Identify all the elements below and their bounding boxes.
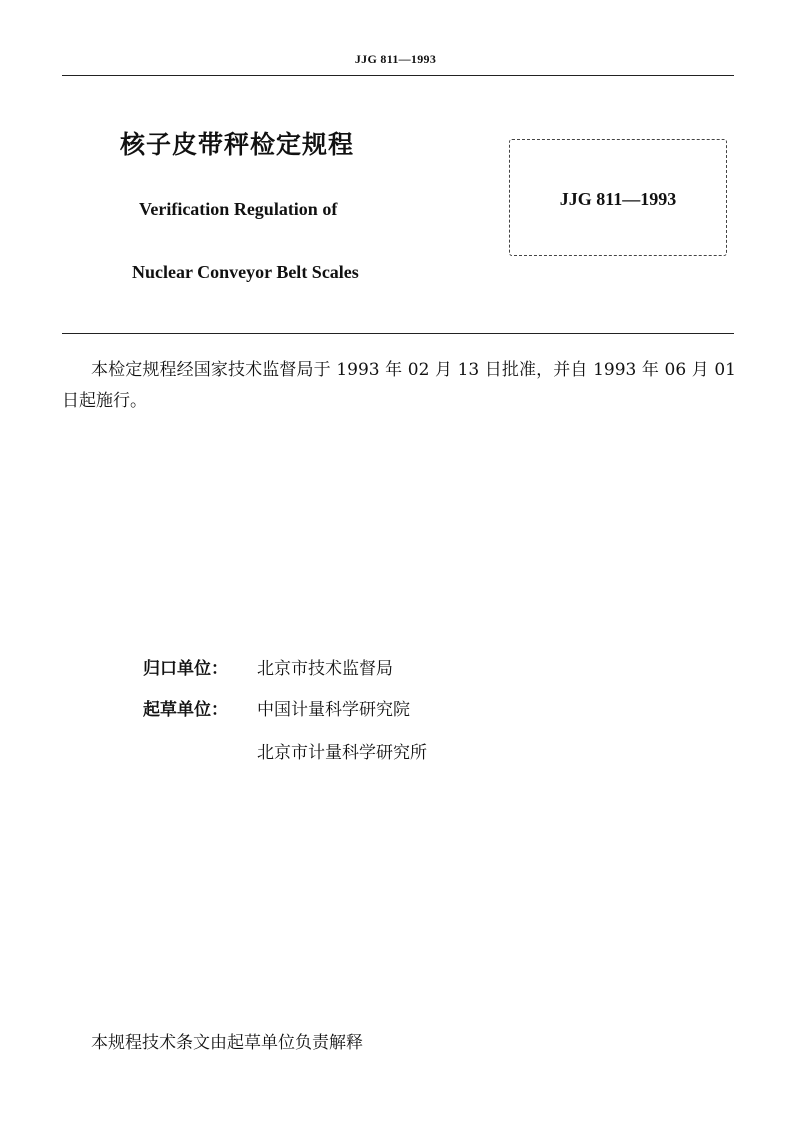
interpretation-note: 本规程技术条文由起草单位负责解释	[91, 1033, 363, 1053]
approval-statement: 本检定规程经国家技术监督局于 1993 年 02 月 13 日批准，并自 1993 年 06 月 01 日起施行。	[62, 360, 736, 411]
title-english-line1: Verification Regulation of	[139, 199, 338, 219]
standard-code-box-text: JJG 811—1993	[559, 189, 677, 209]
header-standard-code: JJG 811—1993	[354, 52, 437, 66]
title-english-line2: Nuclear Conveyor Belt Scales	[132, 262, 359, 282]
drafting-unit-value-2: 北京市计量科学研究所	[257, 743, 427, 763]
title-divider	[62, 333, 734, 334]
responsible-unit-value: 北京市技术监督局	[257, 659, 393, 679]
responsible-unit-label: 归口单位：	[143, 659, 228, 679]
drafting-unit-value-1: 中国计量科学研究院	[257, 700, 410, 720]
title-chinese: 核子皮带秤检定规程	[120, 130, 355, 159]
drafting-unit-label: 起草单位：	[143, 700, 228, 720]
header-divider	[62, 75, 734, 76]
